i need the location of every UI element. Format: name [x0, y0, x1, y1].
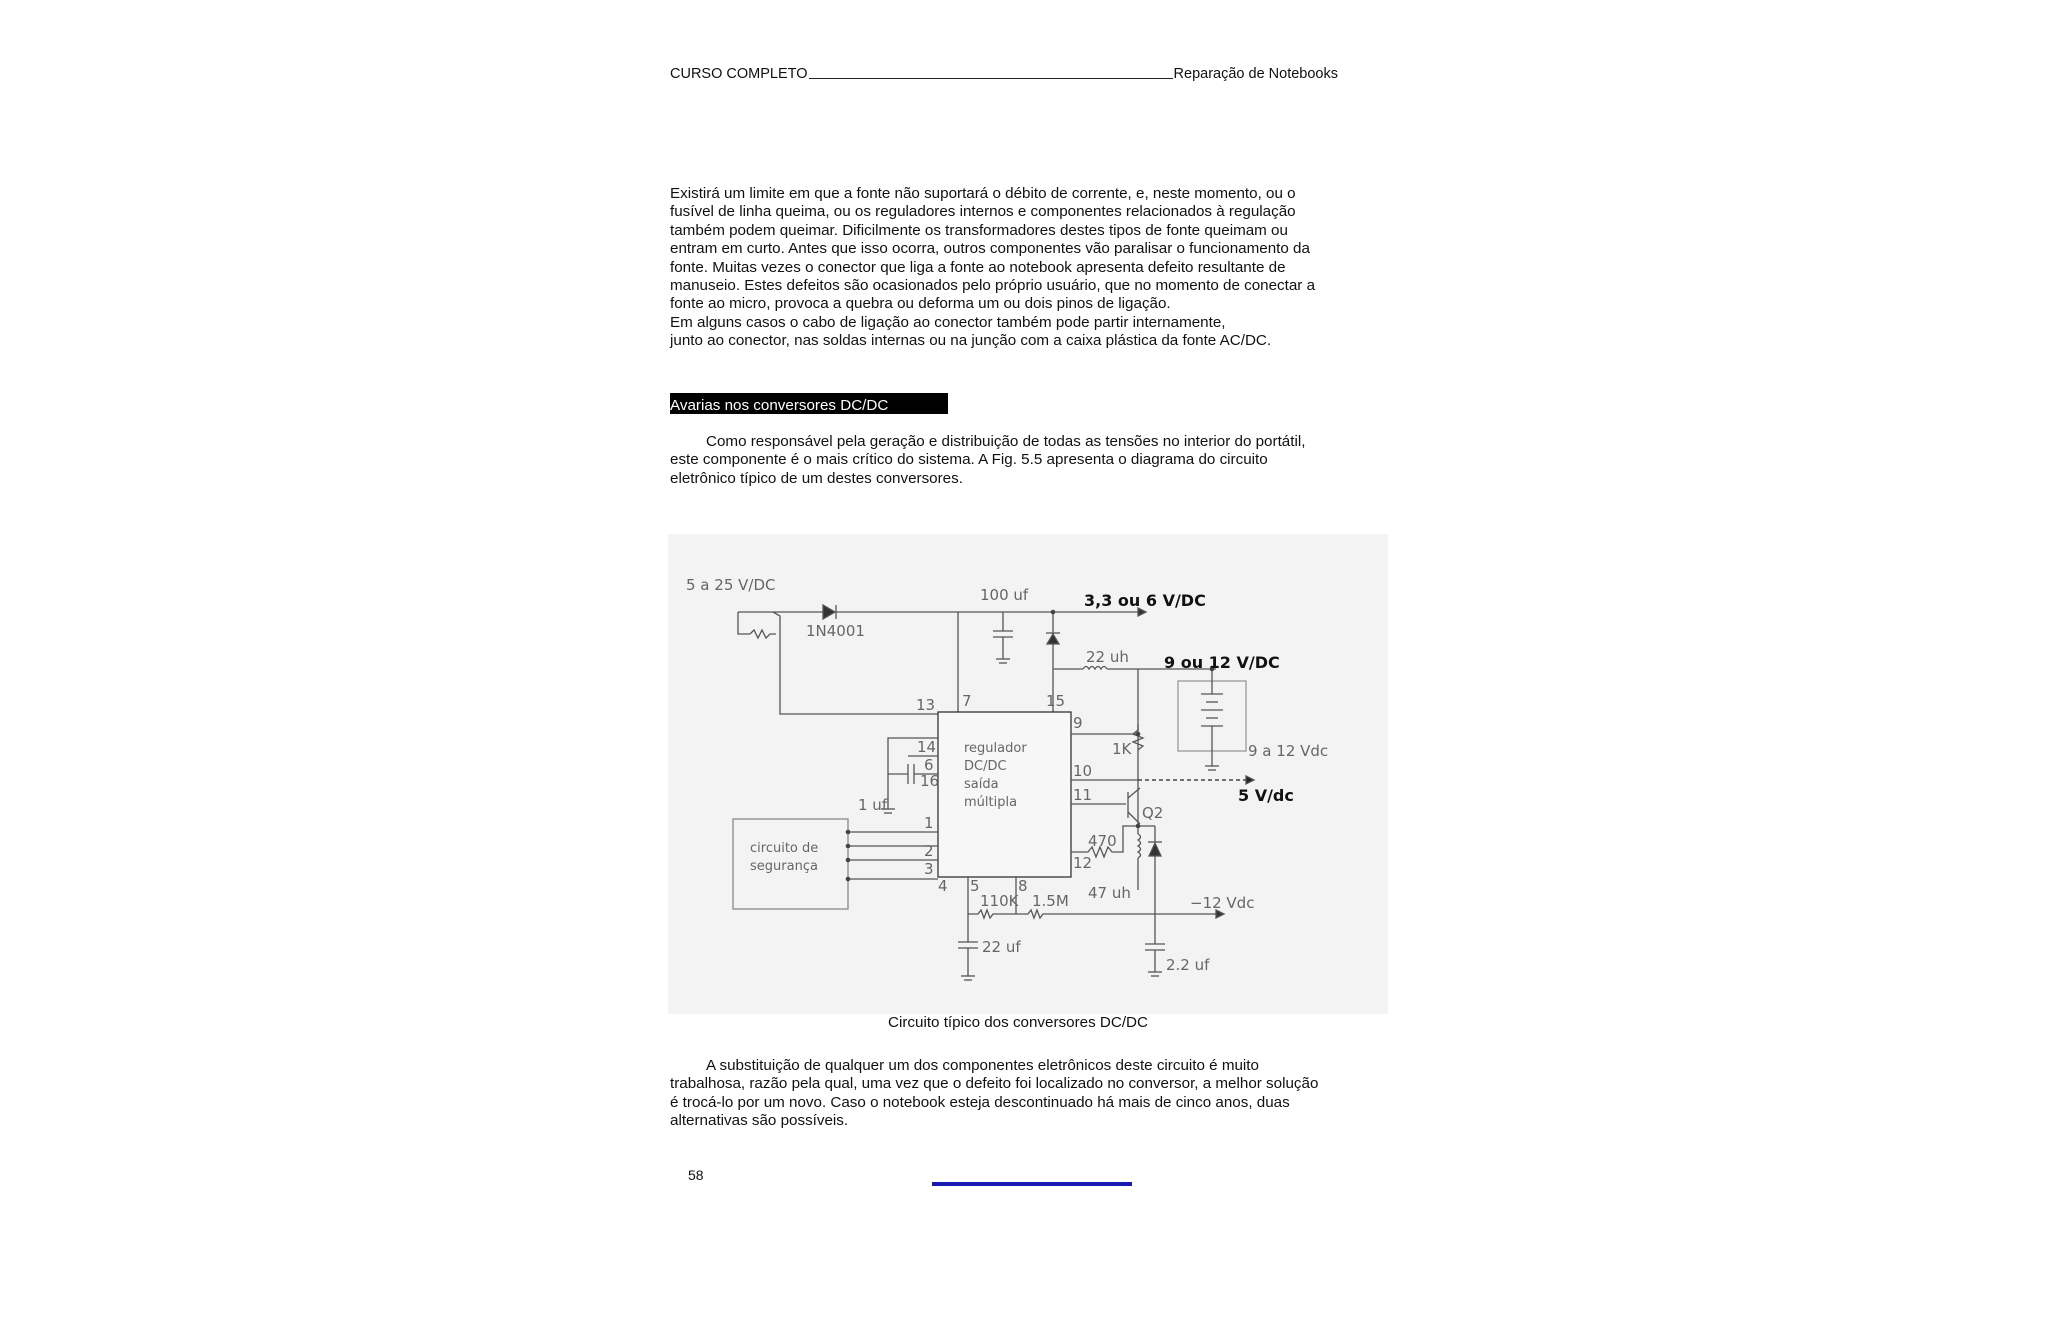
text-line: Existirá um limite em que a fonte não suportará o débito de corrente, e, neste momento, ou o [670, 185, 1296, 202]
label-ind47: 47 uh [1088, 884, 1131, 902]
label-cap22b: 2.2 uf [1166, 956, 1210, 974]
pin-label: 2 [924, 842, 934, 860]
pin-label: 10 [1073, 762, 1093, 780]
text-line: manuseio. Estes defeitos são ocasionados pelo próprio usuário, que no momento de conectar a [670, 277, 1316, 295]
pin-label: 13 [916, 696, 936, 714]
text-line: este componente é o mais crítico do sistema. A Fig. 5.5 apresenta o diagrama do circuito [670, 451, 1268, 469]
label-out2: 9 ou 12 V/DC [1164, 653, 1280, 672]
pin-label: 12 [1073, 854, 1093, 872]
label-cap22: 22 uf [982, 938, 1021, 956]
pin-label: 1 [924, 814, 934, 832]
pin-label: 14 [917, 738, 937, 756]
circuit-figure [668, 534, 1388, 1014]
label-q2: Q2 [1142, 804, 1164, 822]
text-line: junto ao conector, nas soldas internas ou na junção com a caixa plástica da fonte AC/DC. [670, 332, 1272, 350]
footer-rule [932, 1182, 1132, 1186]
label-reg4: múltipla [964, 795, 1018, 810]
text-line: fonte. Muitas vezes o conector que liga a fonte ao notebook apresenta defeito resultante de [670, 258, 1286, 276]
label-safety2: segurança [750, 859, 818, 874]
label-reg2: DC/DC [964, 759, 1007, 774]
label-cap100: 100 uf [980, 586, 1029, 604]
label-input: 5 a 25 V/DC [686, 576, 776, 594]
label-reg1: regulador [964, 741, 1027, 756]
pin-label: 7 [962, 692, 972, 710]
pin-label: 15 [1046, 692, 1066, 710]
label-ind22: 22 uh [1086, 648, 1129, 666]
paragraph-closing [670, 1057, 1360, 1131]
text-line: fusível de linha queima, ou os reguladores internos e componentes relacionados à regulação [670, 203, 1296, 221]
label-batt: 9 a 12 Vdc [1248, 742, 1329, 760]
figure-caption: Circuito típico dos conversores DC/DC [888, 1014, 1148, 1031]
page-header [670, 62, 1338, 82]
text-line: A substituição de qualquer um dos componentes eletrônicos deste circuito é muito [706, 1057, 1259, 1074]
label-r110k: 110K [980, 892, 1019, 910]
text-line: também podem queimar. Dificilmente os transformadores destes tipos de fonte queimam ou [670, 221, 1288, 239]
text-line: entram em curto. Antes que isso ocorra, outros componentes vão paralisar o funcionamento da [670, 240, 1310, 258]
pin-label: 8 [1018, 877, 1028, 895]
label-r15m: 1.5M [1032, 892, 1069, 910]
pin-label: 11 [1073, 786, 1093, 804]
text-line: eletrônico típico de um destes conversores. [670, 469, 963, 487]
label-neg12: −12 Vdc [1190, 894, 1255, 912]
paragraph-fonte [670, 185, 1360, 351]
label-safety1: circuito de [750, 841, 819, 856]
pin-label: 5 [970, 877, 980, 895]
label-r1k: 1K [1112, 740, 1132, 758]
text-line: trabalhosa, razão pela qual, uma vez que o defeito foi localizado no conversor, a melhor solução [670, 1075, 1319, 1093]
pin-label: 3 [924, 860, 934, 878]
circuit-diagram [668, 534, 1388, 1014]
header-right: Reparação de Notebooks [1173, 66, 1338, 82]
label-out1: 3,3 ou 6 V/DC [1084, 591, 1206, 610]
header-left: CURSO COMPLETO [670, 66, 808, 82]
text-line: Como responsável pela geração e distribuição de todas as tensões no interior do portátil, [706, 433, 1306, 450]
text-line: fonte ao micro, provoca a quebra ou deforma um ou dois pinos de ligação. [670, 295, 1171, 313]
label-out5: 5 V/dc [1238, 786, 1294, 805]
label-reg3: saída [964, 777, 999, 792]
pin-label: 9 [1073, 714, 1083, 732]
pin-label: 16 [920, 772, 940, 790]
text-line: Em alguns casos o cabo de ligação ao conector também pode partir internamente, [670, 313, 1226, 331]
paragraph-intro [670, 433, 1360, 488]
label-r470: 470 [1088, 832, 1117, 850]
header-rule [809, 77, 1173, 79]
label-cap1: 1 uf [858, 796, 888, 814]
label-diode: 1N4001 [806, 622, 865, 640]
section-heading: Avarias nos conversores DC/DC [670, 393, 948, 414]
page-number: 58 [688, 1167, 704, 1183]
text-line: alternativas são possíveis. [670, 1112, 849, 1130]
pin-label: 4 [938, 877, 948, 895]
text-line: é trocá-lo por um novo. Caso o notebook esteja descontinuado há mais de cinco anos, duas [670, 1093, 1290, 1111]
pin-label: 6 [924, 756, 934, 774]
